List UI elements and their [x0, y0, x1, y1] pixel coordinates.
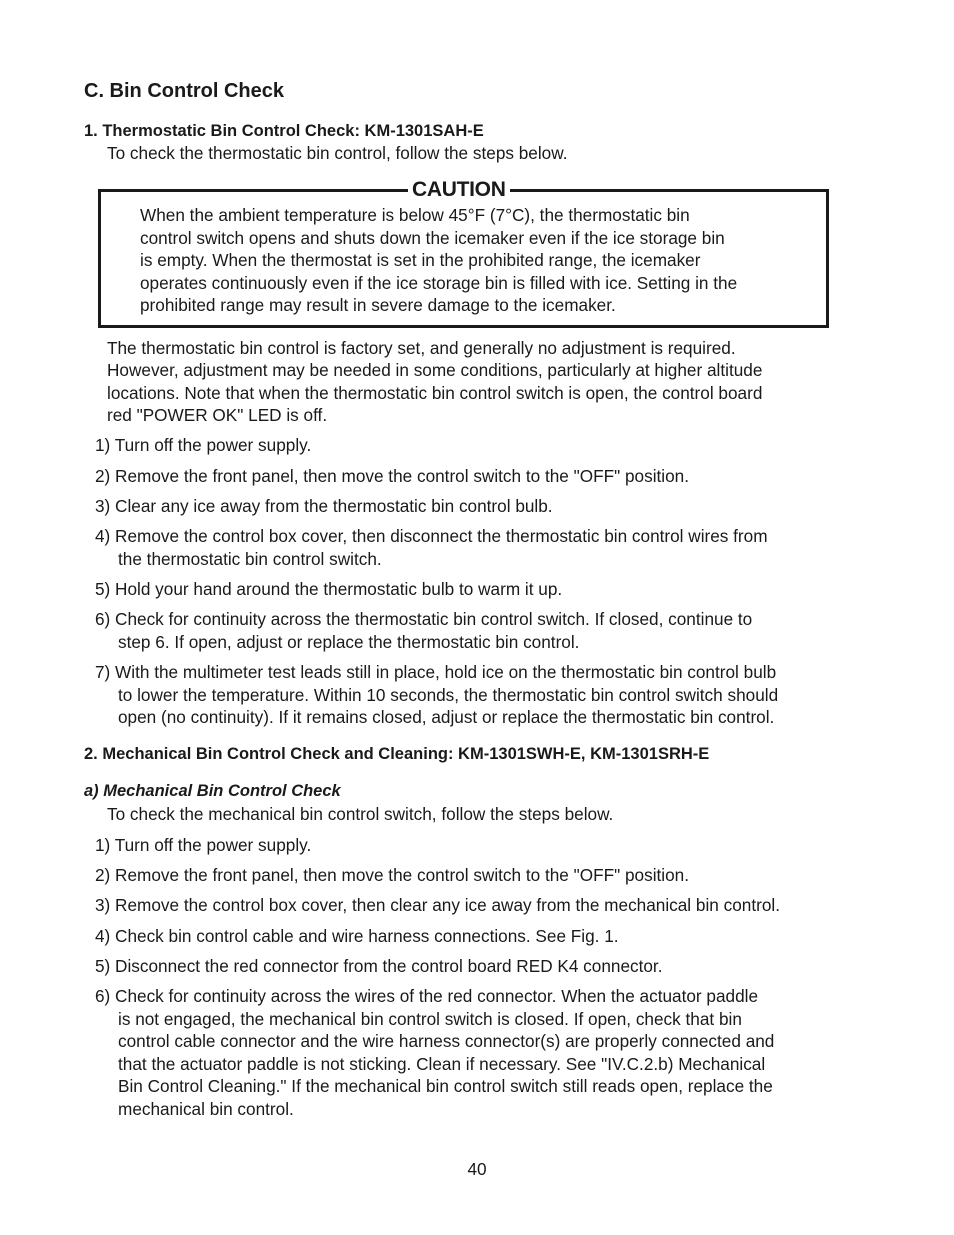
mechanical-step-6-cont: control cable connector and the wire harness connector(s) are properly connected and [118, 1031, 775, 1051]
mechanical-heading: 2. Mechanical Bin Control Check and Cleaning: KM-1301SWH-E, KM-1301SRH-E [84, 745, 710, 763]
thermostatic-step-2: 2) Remove the front panel, then move the control switch to the "OFF" position. [95, 466, 690, 486]
mechanical-step-6-cont: is not engaged, the mechanical bin control switch is closed. If open, check that bin [118, 1009, 742, 1029]
mechanical-step-4: 4) Check bin control cable and wire harness connections. See Fig. 1. [95, 926, 619, 946]
mechanical-step-6: 6) Check for continuity across the wires of the red connector. When the actuator paddle [95, 986, 759, 1006]
mechanical-intro: To check the mechanical bin control switch, follow the steps below. [107, 804, 614, 824]
thermostatic-step-4-cont: the thermostatic bin control switch. [118, 549, 382, 569]
thermostatic-step-4: 4) Remove the control box cover, then disconnect the thermostatic bin control wires from [95, 526, 768, 546]
caution-line: prohibited range may result in severe damage to the icemaker. [140, 295, 616, 315]
thermostatic-step-7-cont: open (no continuity). If it remains closed, adjust or replace the thermostatic bin control. [118, 707, 775, 727]
mechanical-step-2: 2) Remove the front panel, then move the control switch to the "OFF" position. [95, 865, 690, 885]
thermostatic-paragraph-line: locations. Note that when the thermostatic bin control switch is open, the control board [107, 383, 763, 403]
section-title: C. Bin Control Check [84, 80, 285, 102]
thermostatic-step-7-cont: to lower the temperature. Within 10 seconds, the thermostatic bin control switch should [118, 685, 779, 705]
mechanical-step-5: 5) Disconnect the red connector from the control board RED K4 connector. [95, 956, 663, 976]
caution-line: is empty. When the thermostat is set in the prohibited range, the icemaker [140, 250, 701, 270]
caution-line: operates continuously even if the ice storage bin is filled with ice. Setting in the [140, 272, 738, 293]
mechanical-subheading: a) Mechanical Bin Control Check [84, 782, 341, 800]
caution-line: When the ambient temperature is below 45°F (7°C), the thermostatic bin [140, 205, 690, 225]
caution-text [140, 204, 737, 317]
thermostatic-step-5: 5) Hold your hand around the thermostatic bulb to warm it up. [95, 579, 563, 599]
thermostatic-step-3: 3) Clear any ice away from the thermostatic bin control bulb. [95, 496, 553, 516]
thermostatic-step-6: 6) Check for continuity across the thermostatic bin control switch. If closed, continue to [95, 609, 753, 629]
thermostatic-paragraph-line: red "POWER OK" LED is off. [107, 405, 328, 425]
mechanical-step-6-cont: that the actuator paddle is not sticking. Clean if necessary. See "IV.C.2.b) Mechanical [118, 1054, 766, 1074]
caution-box [98, 178, 829, 328]
thermostatic-step-7: 7) With the multimeter test leads still in place, hold ice on the thermostatic bin control bulb [95, 662, 777, 682]
thermostatic-step-6-cont: step 6. If open, adjust or replace the thermostatic bin control. [118, 632, 580, 652]
caution-label: CAUTION [408, 178, 510, 202]
page-number: 40 [467, 1159, 487, 1179]
mechanical-step-6-cont: mechanical bin control. [118, 1099, 294, 1119]
thermostatic-paragraph-line: However, adjustment may be needed in some conditions, particularly at higher altitude [107, 360, 763, 380]
thermostatic-intro: To check the thermostatic bin control, follow the steps below. [107, 143, 568, 163]
caution-line: control switch opens and shuts down the icemaker even if the ice storage bin [140, 227, 725, 248]
mechanical-step-1: 1) Turn off the power supply. [95, 835, 312, 855]
mechanical-step-6-cont: Bin Control Cleaning." If the mechanical bin control switch still reads open, replace the [118, 1076, 773, 1096]
thermostatic-paragraph-line: The thermostatic bin control is factory set, and generally no adjustment is required. [107, 338, 736, 358]
mechanical-step-3: 3) Remove the control box cover, then clear any ice away from the mechanical bin control. [95, 895, 780, 915]
thermostatic-heading: 1. Thermostatic Bin Control Check: KM-1301SAH-E [84, 122, 484, 140]
thermostatic-step-1: 1) Turn off the power supply. [95, 435, 312, 455]
